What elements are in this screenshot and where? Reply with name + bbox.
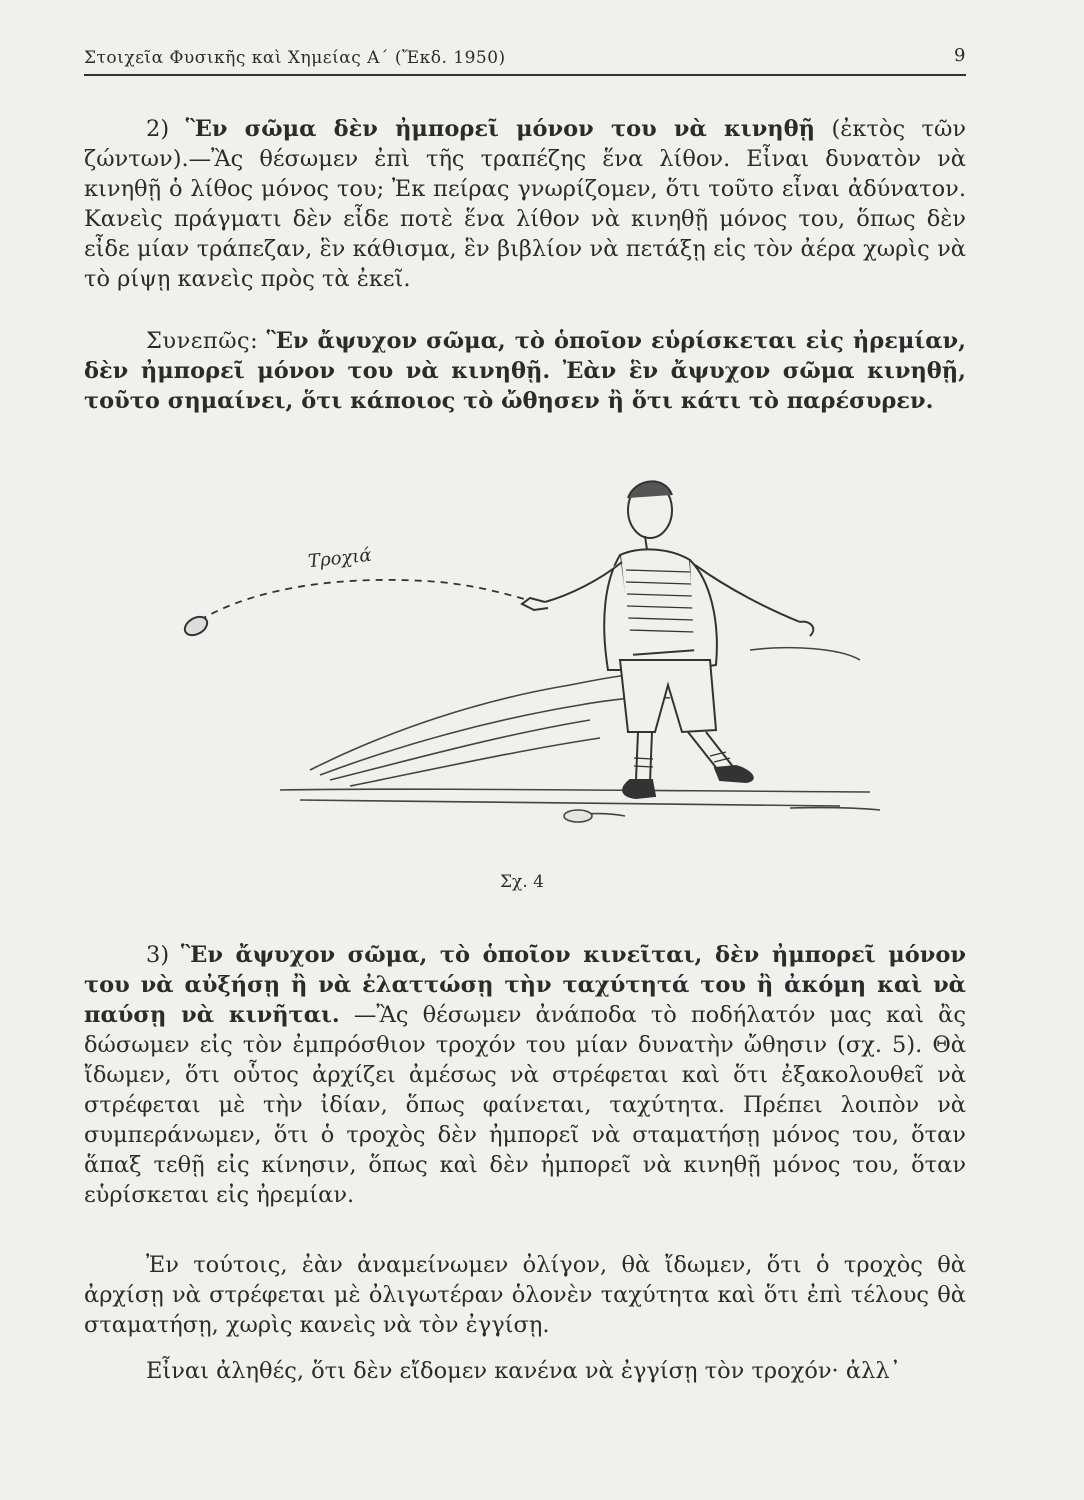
paragraph-1-text: (ἐκτὸς τῶν ζώντων).—Ἂς θέσωμεν ἐπὶ τῆς τραπέζης ἕνα λίθον. Εἶναι δυνατὸν νὰ κινηθῇ ὁ λίθος μόνος του; Ἐκ πείρας γνωρίζομεν, ὅτι τοῦτο εἶναι ἀδύνατον. Κανεὶς πράγματι δὲν εἶδε ποτὲ ἕνα λίθον νὰ κινηθῇ μόνος του, ὅπως δὲν εἶδε μίαν τράπεζαν, ἓν κάθισμα, ἓν βιβλίον νὰ πετάξῃ εἰς τὸν ἀέρα χωρὶς νὰ τὸ ρίψῃ κανεὶς πρὸς τὰ ἐκεῖ. [84, 116, 966, 292]
paragraph-3 [84, 940, 966, 1210]
stone-on-ground-icon [564, 810, 592, 822]
paragraph-4: Ἐν τούτοις, ἐὰν ἀναμείνωμεν ὀλίγον, θὰ ἴδωμεν, ὅτι ὁ τροχὸς θὰ ἀρχίσῃ νὰ στρέφεται μὲ ὀλιγωτέραν ὁλονὲν ταχύτητα καὶ ὅτι ἐπὶ τέλους θὰ σταματήσῃ, χωρὶς κανεὶς νὰ τὸν ἐγγίσῃ. [84, 1252, 966, 1338]
paragraph-3-heading: Ἓν ἄψυχον σῶμα, τὸ ὁποῖον κινεῖται, δὲν ἠμπορεῖ μόνον του νὰ αὐξήσῃ ἢ νὰ ἐλαττώσῃ τὴν ταχύτητά του ἢ ἀκόμη καὶ νὰ παύσῃ νὰ κινῆται. [84, 942, 966, 1028]
figure-caption: Σχ. 4 [500, 872, 544, 892]
paragraph-2-bold-text: Ἓν ἄψυχον σῶμα, τὸ ὁποῖον εὑρίσκεται εἰς ἠρεμίαν, δὲν ἠμπορεῖ μόνον του νὰ κινηθῇ. Ἐὰν ἓν ἄψυχον σῶμα κινηθῇ, τοῦτο σημαίνει, ὅτι κάποιος τὸ ὤθησεν ἢ ὅτι κάτι τὸ παρέσυρεν. [84, 328, 967, 414]
paragraph-2 [84, 326, 966, 416]
paragraph-2-lead: Συνεπῶς: [146, 328, 259, 354]
figure-boy-throwing-stone [150, 470, 950, 860]
paragraph-1-number: 2) [146, 116, 170, 142]
paragraph-5: Εἶναι ἀληθές, ὅτι δὲν εἴδομεν κανένα νὰ ἐγγίσῃ τὸν τροχόν· ἀλλ᾿ [146, 1358, 901, 1384]
paragraph-1-heading: Ἓν σῶμα δὲν ἠμπορεῖ μόνον του νὰ κινηθῇ [185, 116, 816, 142]
paragraph-3-number: 3) [146, 942, 170, 968]
trajectory-label: Τροχιά [307, 544, 373, 573]
running-header [84, 40, 966, 76]
paragraph-1 [84, 114, 966, 294]
trajectory-path [200, 580, 535, 620]
header-title: Στοιχεῖα Φυσικῆς καὶ Χημείας Α΄ (Ἔκδ. 1950) [84, 48, 506, 68]
boy-figure [522, 481, 813, 798]
page-number: 9 [954, 45, 966, 66]
ground-illustration [280, 648, 880, 816]
paragraph-3-text: —Ἂς θέσωμεν ἀνάποδα τὸ ποδήλατόν μας καὶ ἂς δώσωμεν εἰς τὸν ἐμπρόσθιον τροχόν του μίαν δυνατὴν ὤθησιν (σχ. 5). Θὰ ἴδωμεν, ὅτι οὗτος ἀρχίζει ἀμέσως νὰ στρέφεται καὶ ὅτι ἐξακολουθεῖ νὰ στρέφεται μὲ τὴν ἰδίαν, ὅπως φαίνεται, ταχύτητα. Πρέπει λοιπὸν νὰ συμπεράνωμεν, ὅτι ὁ τροχὸς δὲν ἠμπορεῖ νὰ σταματήσῃ μόνος του, ὅταν ἅπαξ τεθῇ εἰς κίνησιν, ὅπως καὶ δὲν ἠμπορεῖ νὰ κινηθῇ μόνος του, ὅταν εὑρίσκεται εἰς ἠρεμίαν. [84, 1002, 966, 1208]
